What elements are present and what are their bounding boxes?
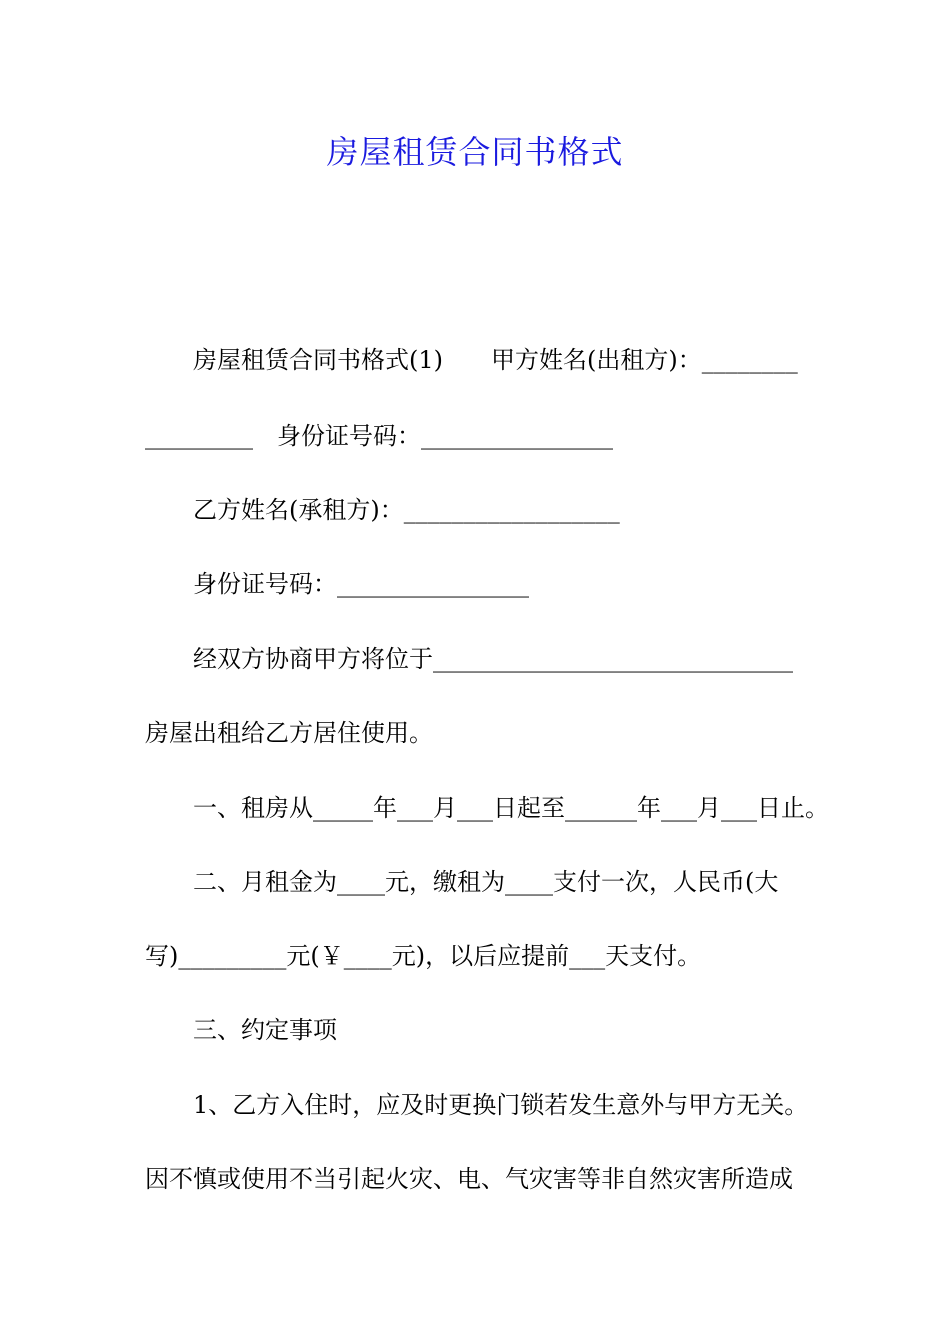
contract-line-3: 乙方姓名(承租方)：__________________ — [193, 496, 620, 524]
document-title: 房屋租赁合同书格式 — [326, 133, 624, 171]
contract-line-8: 二、月租金为____元，缴租为____支付一次，人民币(大 — [193, 868, 779, 896]
contract-line-7: 一、租房从_____年___月___日起至______年___月___日止。 — [193, 794, 829, 822]
contract-line-2: _________ 身份证号码：________________ — [145, 422, 613, 450]
contract-line-4: 身份证号码：________________ — [193, 570, 529, 598]
contract-line-12: 因不慎或使用不当引起火灾、电、气灾害等非自然灾害所造成 — [145, 1165, 793, 1193]
contract-line-10: 三、约定事项 — [193, 1016, 337, 1044]
contract-line-5: 经双方协商甲方将位于______________________________ — [193, 645, 793, 673]
contract-line-9: 写)_________元(￥____元)，以后应提前___天支付。 — [145, 942, 702, 970]
contract-line-1: 房屋租赁合同书格式(1) 甲方姓名(出租方)：________ — [193, 346, 798, 374]
contract-line-6: 房屋出租给乙方居住使用。 — [145, 719, 433, 747]
contract-line-11: 1、乙方入住时，应及时更换门锁若发生意外与甲方无关。 — [193, 1091, 809, 1119]
